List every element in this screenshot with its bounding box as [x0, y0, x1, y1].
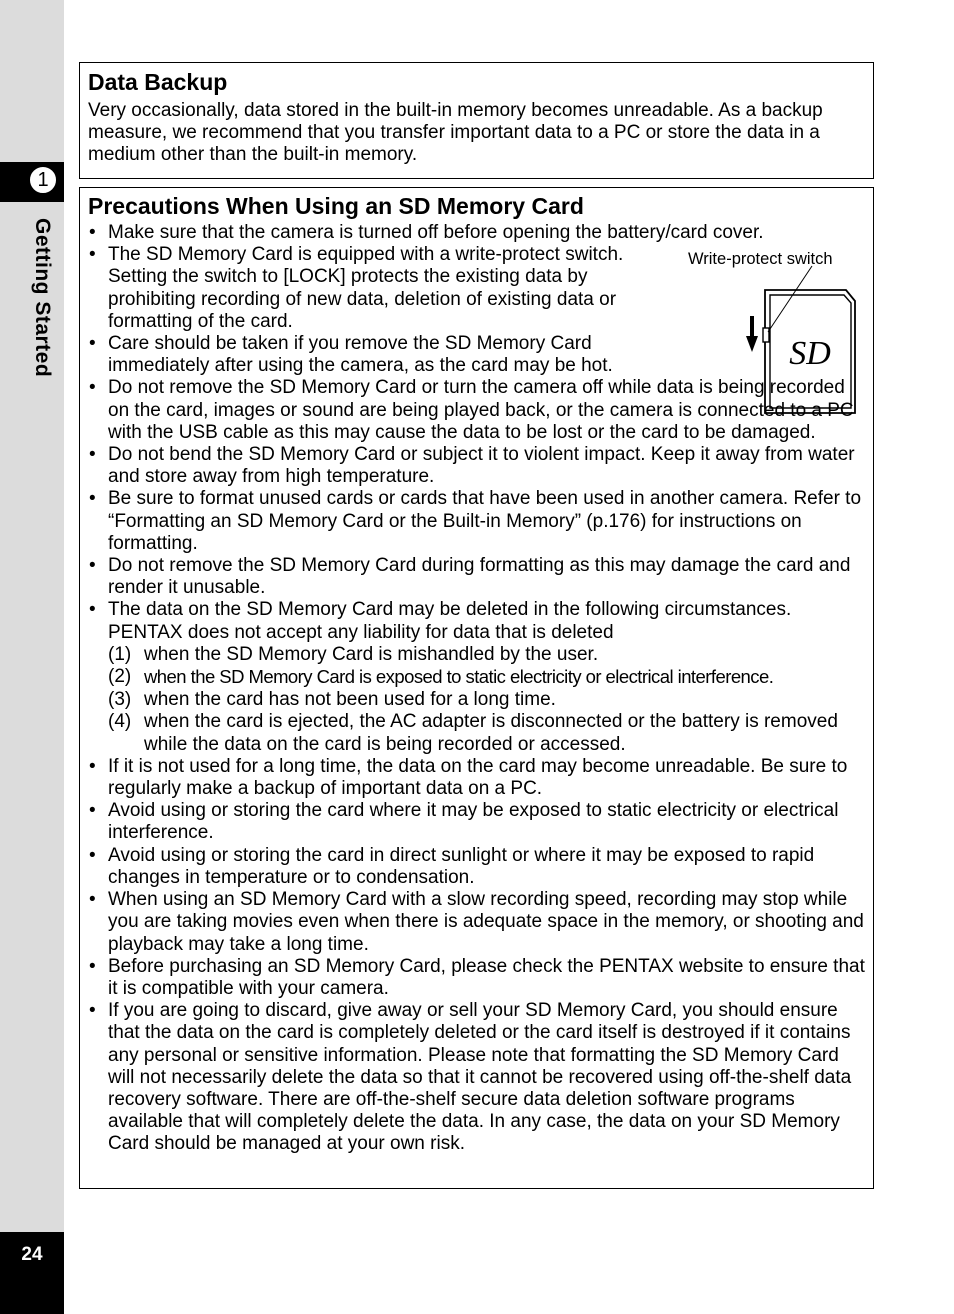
list-item: • Avoid using or storing the card where it may be exposed to static electricity or electrical interference. — [88, 800, 870, 844]
list-item: • Before purchasing an SD Memory Card, please check the PENTAX website to ensure that it is compatible with your camera. — [88, 956, 870, 1000]
list-item: • Do not remove the SD Memory Card during formatting as this may damage the card and render it unusable. — [88, 555, 870, 599]
list-item: • When using an SD Memory Card with a slow recording speed, recording may stop while you are taking movies even when there is adequate space in the memory, or shooting and playback may take a long time. — [88, 889, 870, 956]
list-item: • If you are going to discard, give away or sell your SD Memory Card, you should ensure that the data on the card is completely deleted or the card itself is destroyed if it contains any personal or sensitive information. Please note that formatting the SD Memory Card will not necessarily delete the data so that it cannot be recovered using off-the-shelf data recovery software. There are off-the-shelf secure data deletion software programs available that will completely delete the data. In any case, the data on your SD Memory Card should be managed at your own risk. — [88, 1000, 870, 1155]
sd-precautions-heading: Precautions When Using an SD Memory Card — [88, 193, 584, 219]
list-item: • Make sure that the camera is turned off before opening the battery/card cover. — [88, 222, 870, 244]
list-item: • If it is not used for a long time, the data on the card may become unreadable. Be sure to regularly make a backup of important data on a PC. — [88, 756, 870, 800]
sd-logo-text: SD — [789, 335, 831, 372]
data-backup-heading: Data Backup — [88, 69, 228, 95]
circumstances-list — [108, 644, 870, 756]
sd-precautions-box — [79, 187, 874, 1189]
list-item: • The SD Memory Card is equipped with a write-protect switch. Setting the switch to [LOCK] protects the existing data by prohibiting recording of new data, deletion of existing data or formatting of the card. — [88, 244, 870, 333]
list-item: • Do not bend the SD Memory Card or subject it to violent impact. Keep it away from water and store away from high temperature. — [88, 444, 870, 488]
list-item: • Do not remove the SD Memory Card or turn the camera off while data is being recorded on the card, images or sound are being played back, or the camera is connected to a PC with the USB cable as this may cause the data to be lost or the card to be damaged. — [88, 377, 870, 444]
list-item: (1) when the SD Memory Card is mishandled by the user. — [108, 643, 599, 665]
list-item: (2) when the SD Memory Card is exposed to static electricity or electrical interference. — [108, 666, 774, 688]
list-item: (4) when the card is ejected, the AC adapter is disconnected or the battery is removed while the data on the card is being recorded or accessed. — [108, 711, 838, 755]
list-item: • Be sure to format unused cards or cards that have been used in another camera. Refer to “Formatting an SD Memory Card or the Built-in Memory” (p.176) for instructions on formatting. — [88, 488, 870, 555]
data-backup-box — [79, 62, 874, 179]
chapter-title: Getting Started — [31, 218, 54, 378]
list-item: • Avoid using or storing the card in direct sunlight or where it may be exposed to rapid changes in temperature or to condensation. — [88, 845, 870, 889]
chapter-number: 1 — [28, 165, 58, 195]
list-item: • The data on the SD Memory Card may be deleted in the following circumstances. PENTAX does not accept any liability for data that is deleted (1) when the SD Memory Card is mishandled by the user. (2) when the SD Memory Card is exposed to static electricity or electrical interference. (3) when the card has not been used for a long time. (4) when the card is ejected, the AC adapter is disconnected or the battery is removed while the data on the card is being recorded or accessed. — [88, 599, 870, 755]
list-item: (3) when the card has not been used for a long time. — [108, 689, 556, 711]
precautions-list — [88, 222, 870, 1156]
page-number: 24 — [21, 1244, 43, 1265]
list-item: • Care should be taken if you remove the SD Memory Card immediately after using the camera, as the card may be hot. — [88, 333, 870, 377]
data-backup-body: Very occasionally, data stored in the built-in memory becomes unreadable. As a backup measure, we recommend that you transfer important data to a PC or store the data in a medium other than the built-in memory. — [88, 100, 823, 166]
write-protect-switch-label: Write-protect switch — [688, 250, 833, 268]
